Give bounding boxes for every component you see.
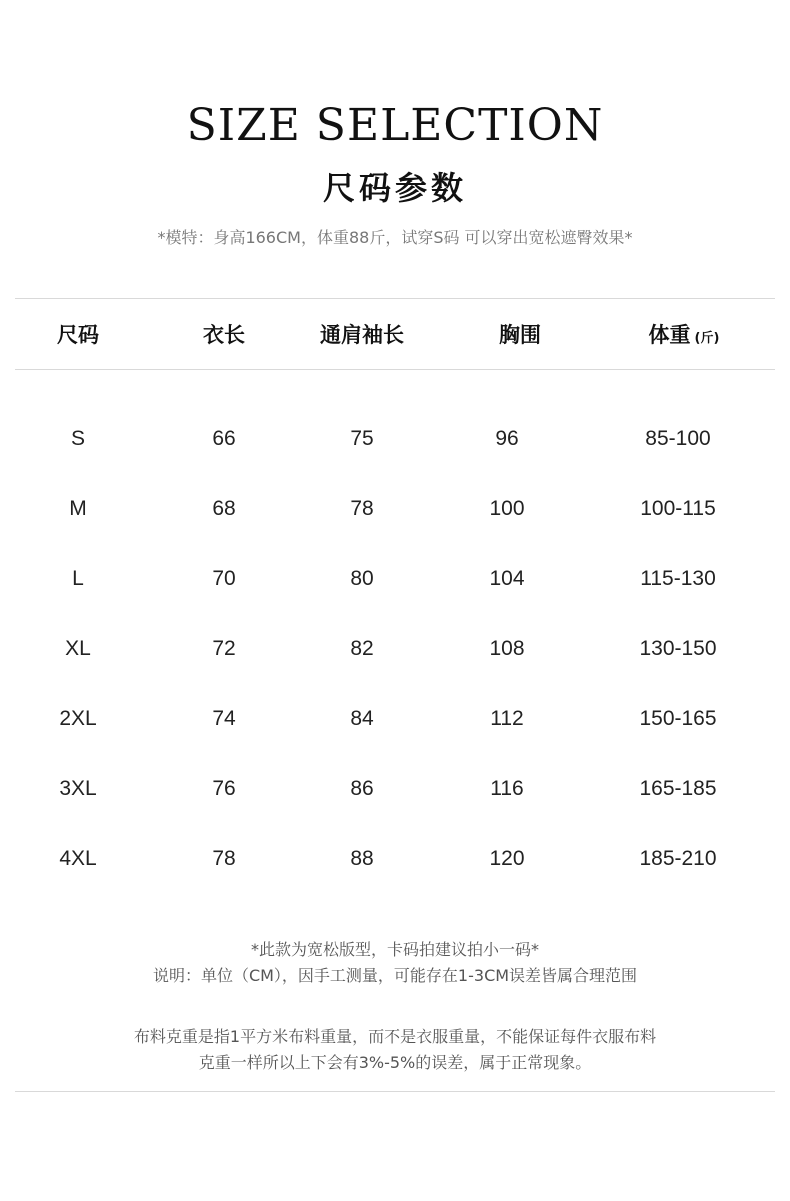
cell-length: 68 bbox=[212, 497, 236, 520]
cell-length: 74 bbox=[212, 707, 236, 730]
cell-length: 76 bbox=[212, 777, 236, 800]
page-title-chinese: 尺码参数 bbox=[322, 169, 467, 207]
cell-sleeve-length: 78 bbox=[350, 497, 374, 520]
table-row bbox=[0, 754, 790, 824]
cell-weight: 115-130 bbox=[640, 567, 716, 590]
cell-size: L bbox=[72, 567, 84, 590]
cell-chest: 104 bbox=[489, 567, 525, 590]
cell-weight: 85-100 bbox=[645, 427, 711, 450]
cell-length: 78 bbox=[212, 847, 236, 870]
header-weight-unit: (斤) bbox=[694, 331, 720, 346]
cell-chest: 112 bbox=[490, 707, 524, 730]
cell-sleeve-length: 82 bbox=[350, 637, 374, 660]
cell-size: M bbox=[69, 497, 87, 520]
header-size: 尺码 bbox=[57, 323, 99, 347]
header-weight bbox=[649, 320, 720, 354]
cell-chest: 100 bbox=[489, 497, 525, 520]
cell-sleeve-length: 88 bbox=[350, 847, 374, 870]
table-row bbox=[0, 684, 790, 754]
cell-chest: 116 bbox=[490, 777, 524, 800]
table-row bbox=[0, 544, 790, 614]
header-chest: 胸围 bbox=[499, 323, 541, 347]
fabric-weight-note-line1: 布料克重是指1平方米布料重量，而不是衣服重量，不能保证每件衣服布料 bbox=[133, 1027, 657, 1046]
cell-size: S bbox=[70, 427, 86, 450]
cell-size: 3XL bbox=[59, 777, 97, 800]
table-row bbox=[0, 404, 790, 474]
fit-note: *此款为宽松版型，卡码拍建议拍小一码* bbox=[250, 940, 539, 959]
header-length: 衣长 bbox=[203, 323, 245, 347]
model-info-note: *模特：身高166CM，体重88斤，试穿S码 可以穿出宽松遮臀效果* bbox=[157, 228, 633, 247]
cell-size: 2XL bbox=[59, 707, 97, 730]
header-bottom-divider bbox=[15, 369, 775, 370]
table-row bbox=[0, 824, 790, 894]
cell-sleeve-length: 84 bbox=[350, 707, 374, 730]
cell-size: XL bbox=[65, 637, 91, 660]
cell-weight: 150-165 bbox=[639, 707, 717, 730]
cell-length: 66 bbox=[212, 427, 236, 450]
cell-sleeve-length: 86 bbox=[350, 777, 374, 800]
cell-chest: 120 bbox=[489, 847, 525, 870]
cell-weight: 100-115 bbox=[640, 497, 716, 520]
header-top-divider bbox=[15, 298, 775, 299]
footer-divider bbox=[15, 1091, 775, 1092]
cell-length: 70 bbox=[212, 567, 236, 590]
cell-size: 4XL bbox=[59, 847, 97, 870]
size-table-header bbox=[0, 300, 790, 370]
cell-weight: 185-210 bbox=[639, 847, 717, 870]
table-row bbox=[0, 614, 790, 684]
header-weight-label: 体重 bbox=[648, 323, 691, 347]
page-title-english: SIZE SELECTION bbox=[186, 100, 604, 151]
measurement-note: 说明：单位（CM），因手工测量，可能存在1-3CM误差皆属合理范围 bbox=[152, 966, 638, 985]
size-table-body bbox=[0, 404, 790, 894]
cell-sleeve-length: 75 bbox=[350, 427, 374, 450]
fabric-weight-note-line2: 克重一样所以上下会有3%-5%的误差，属于正常现象。 bbox=[198, 1053, 592, 1072]
cell-weight: 130-150 bbox=[639, 637, 717, 660]
table-row bbox=[0, 474, 790, 544]
cell-sleeve-length: 80 bbox=[350, 567, 374, 590]
cell-length: 72 bbox=[212, 637, 236, 660]
header-sleeve-length: 通肩袖长 bbox=[320, 323, 404, 347]
cell-chest: 96 bbox=[495, 427, 519, 450]
cell-weight: 165-185 bbox=[639, 777, 717, 800]
cell-chest: 108 bbox=[489, 637, 525, 660]
